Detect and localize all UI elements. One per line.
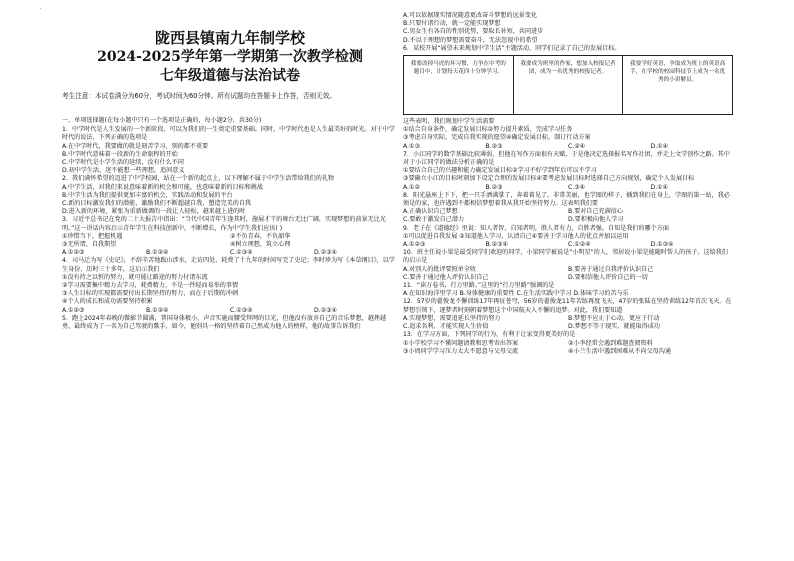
question-text: 4．司马迁为写《史记》，不辞辛苦地跋山涉水，走访四处，耗费了十九年的时间写完了史记；李时珍为写《本草纲目》，以学生身份，历时三十多年，这启示我们 <box>62 257 395 273</box>
option-a: A.可以依据现实情况随意更改奋斗梦想的远景变化 <box>403 12 537 19</box>
option-b: B.①②④ <box>146 249 169 257</box>
question-text: 1．中学时代是人生发展的一个新阶段，可以为我们的一生奠定重要基础。同时，中学时代也是人生最美好的时光。对于中学时代的说法，下列正确的选项是 <box>62 126 395 142</box>
option-b: B.要对自己充满信心 <box>568 208 623 216</box>
question-5-options <box>403 12 733 45</box>
sub-item: ③无所谓，自我期望 <box>62 241 117 249</box>
question-text: 9．老子在《道德经》里说：知人者智，自知者明，胜人者有力，自胜者强。自知是我们的哪个方面 <box>403 224 669 232</box>
sub-items <box>62 241 398 249</box>
option-c: C.②④ <box>568 142 586 150</box>
sub-item: ②不负青春，不负韶华 <box>230 232 291 240</box>
option-a: A.正确认识自己梦想 <box>403 208 458 216</box>
exam-note: 考生注意：本试卷满分为60分，考试时间为60分钟。所有试题均在答题卡上作答，否则无效。 <box>62 92 336 100</box>
sub-items <box>403 340 733 348</box>
right-column <box>403 12 733 356</box>
answer-options <box>403 143 733 151</box>
option-d: D.初中学生活，迷不能想一些理想，追问意义 <box>62 167 185 175</box>
option-b: B.要善于通过自我评价认识自己 <box>568 265 654 273</box>
sub-item: ④个人的成长和成功需要坚持积累 <box>62 298 153 306</box>
option-a: A.①② <box>403 183 420 191</box>
answer-options <box>403 266 733 274</box>
option-a: A.对别人的批评要照单全收 <box>403 265 477 273</box>
option-b: B.①②④ <box>146 306 169 314</box>
option-d: D.①④ <box>650 183 669 191</box>
option-d: D.不以于理想的梦想需要奋斗，无法忽视中的希望 <box>403 36 538 44</box>
question-text: 7．小江同学的数学基础比较薄弱，但他在写作方面很有天赋，于是他决定选择报名写作社团，并走上文学创作之路。其中对于小江同学的做法分析正确的是 <box>403 150 730 167</box>
answer-options: A.在知识海洋里学习 B.身体健康的重要性 C.在生活实践中学习 D.体味学习的苦与乐 <box>403 290 629 298</box>
question-text: 5．跑上2024年春晚的微影节圆满，普国身体极小，声音实施而腰受拜网的目光，但他没有放弃自己的音乐梦想，越挫越勇，最终成为了一名为自己驾驶的歌手，如今，他别具一格的坚持着自己然成为他人的榜样，他的故事告诉我们 <box>62 314 387 331</box>
sub-item: ②小李经常会遇到难题查阅资料 <box>568 339 653 347</box>
option-a: A.①③ <box>403 142 420 150</box>
option-c: C.①③④ <box>230 306 253 314</box>
question-7 <box>403 151 733 192</box>
option-a: A.中学生活，对我们来说意味着新的机会和可能，也意味着新的目标和挑战 <box>62 183 263 191</box>
section-heading: 一、单项选择题(在每小题中只有一个选项是正确的，每小题2分，共30分) <box>62 117 262 124</box>
sub-item: ③人生目标的实现都需要付出长期坚持的努力，而在于后期的冲刺 <box>62 290 239 298</box>
option-d: D.①④ <box>650 142 669 150</box>
option-a: A.①②③ <box>62 249 85 257</box>
question-4 <box>62 257 398 314</box>
page-mark: · <box>40 6 42 12</box>
school-title: 陇西县镇南九年制学校 <box>154 29 305 47</box>
question-text: 11．“读万卷书，行万里路。”这里的“行万里路”强调的是 <box>403 282 555 290</box>
option-b: B.梦想不应止于心动，更应于行动 <box>568 314 660 322</box>
question-10 <box>403 249 733 282</box>
goal-table <box>403 55 733 115</box>
sub-item: ③要确立小江的目标时刻加下设定合理的发展目标④要考虑发展目标时选择自己方向规划，确定个人发展目标 <box>403 175 695 183</box>
answer-options <box>62 307 398 315</box>
sub-item: ①没有持之以恒的努力，就可能让路途的努力付诸东流 <box>62 273 208 281</box>
sub-item: ①可以促进自我发展 ②知道他人学习，认清自己④要善于学习他人的优点并加以运用 <box>403 232 629 240</box>
option-c: C.要敢于激发自己潜力 <box>403 216 465 224</box>
question-12 <box>403 298 733 331</box>
question-text: 10．班主任说小梁是最受同学们欢迎的同学，小梁同学被说是“小明星”的人，邻居说小梁是能随时帮人的孩子。这给我们的启示是 <box>403 249 728 265</box>
option-b: B.只要付诸行动，就一定能实现梦想 <box>403 20 501 28</box>
question-11 <box>403 282 733 298</box>
option-a: A.①②③ <box>62 306 85 314</box>
option-d: D.进入新的环境，紧张为重新做调的一段让人轻松，越来越上进的时 <box>62 208 246 216</box>
sub-item: ③小周同学学习压力太大不愿意与父母交流 <box>403 347 519 355</box>
option-c: C.①③④ <box>230 249 253 257</box>
question-text: 12．57岁的翟俊龙不懈训练17年再征苍穹，56岁的翟俊龙11年苦练再度飞天，47岁的张陆在坚持训练12年首次飞天。在梦想引领下，逐梦者时刻朝着梦想这个中国航天人不懈的追梦。对此，我们要知道 <box>403 298 732 314</box>
sub-item: ①结合自身条件，确定发展目标②努力提升素质，完成学习任务 <box>403 126 573 134</box>
option-b: B.②③④ <box>485 241 509 249</box>
option-d: D.要相信他人评价自己的一切 <box>568 273 648 281</box>
goal-cell: 我要改掉马虎的坏习惯，力争在中考的题目中，计划每天花四十分钟学习。 <box>404 56 514 114</box>
answer-options <box>403 274 733 282</box>
goal-cell: 我要学好英语，争取成为班上的英语高手，在学校的校园科技节上成为一名优秀的小讲解员。 <box>630 61 726 84</box>
answer-options <box>403 216 733 224</box>
sub-item: ①小学校学习不懂问题请教和思考寄出答案 <box>403 339 519 347</box>
subject-title: 七年级道德与法治试卷 <box>160 68 300 84</box>
question-9 <box>403 225 733 250</box>
option-d: D.要积极向他人学习 <box>568 216 624 224</box>
option-a: A.①②③ <box>403 241 426 249</box>
sub-items <box>403 348 733 356</box>
exam-title: 2024-2025学年第一学期第一次教学检测 <box>97 49 363 65</box>
question-text: 6．某校开展“展望未来规划中学生活”主题活动，同学们记录了自己的发展目标。 <box>403 44 621 52</box>
option-c: C.③④ <box>568 183 586 191</box>
option-c: C.中学时代是小学生活的延续，没有什么不同 <box>62 159 184 167</box>
question-8 <box>403 192 733 225</box>
option-c: C.①②④ <box>568 241 591 249</box>
question-5 <box>62 315 398 331</box>
question-6 <box>403 45 733 151</box>
answer-options <box>403 184 733 192</box>
goal-cell: 我要成为班里的作家，想加入校报记者团，成为一名优秀的校报记者。 <box>514 56 624 114</box>
option-a: A.在中学时代，我要做的就是刻苦学习，别的都不重要 <box>62 142 209 150</box>
option-c: C.男女生有各自的性别优势，要取长补短、共同进步 <box>403 28 544 36</box>
option-b: B.②③ <box>485 183 503 191</box>
answer-options <box>403 315 733 323</box>
option-c: C.新的目标激发我们的潜能，激励我们不断超越自我，塑造完美的自我 <box>62 200 252 208</box>
question-text: 13．在学习方面，下列同学的行为，有利于让家变得更美好的是 <box>403 331 576 339</box>
option-d: D.梦想不等于现实，就能取得成功 <box>568 323 660 331</box>
option-b: B.中学生活为我们提供更加丰富的机会，实践活动和发展的平台 <box>62 191 233 199</box>
question-1 <box>62 126 398 175</box>
option-d: D.①③④ <box>650 241 674 249</box>
sub-item: ④小兰生活中遇到困难从不向父母沟通 <box>568 347 671 355</box>
question-prompt: 这些表明，我们规划中学生活需要 <box>403 118 495 126</box>
option-b: B.②③ <box>485 142 503 150</box>
sub-item: ②学习需要集中精力去学习，耗费精力，不是一件轻而易举的事情 <box>62 282 239 290</box>
left-column <box>62 12 398 331</box>
question-2 <box>62 175 398 216</box>
option-d: D.②③④ <box>314 249 338 257</box>
sub-item: ①要结合自己的兴趣和能力确定发展目标②学习不好学到年后可以不学习 <box>403 167 597 175</box>
sub-item: ③考虑自身实际，完成自我实现的愿望④确定发展目标，制订行动方案 <box>403 134 591 142</box>
option-d: D.②③④ <box>314 306 338 314</box>
option-b: B.中学时代意味着一段新的生命旅程的开始 <box>62 150 178 158</box>
sub-items <box>62 233 398 241</box>
sub-item: ①珍惜当下，把握机遇 <box>62 232 123 240</box>
option-c: C.追求名利，才能实现人生价值 <box>403 323 489 331</box>
sub-item: ④树立理想，筑立心理 <box>230 241 291 249</box>
question-13 <box>403 331 733 356</box>
question-3 <box>62 216 398 257</box>
question-text: 2．我们满怀希望的迈进了中学校园，站在一个新的起点上，以下理解不属于中学生活带给我们的礼物 <box>62 175 335 183</box>
question-text: 3．习近平总书记在党的二十大报告中指出：“当代中国青年生逢其时，施展才干的舞台无比广阔，实现梦想的前景无比光明。”这一讲话内容启示青年学生在科技创新中，不断增长，作为中学生我们应该( ) <box>62 216 386 232</box>
option-c: C.要善于通过他人评价认识自己 <box>403 273 489 281</box>
question-text: 8．阳光悬座上下下，把一只手洒满掌了，奔着着见了，非常美丽，也学图的样子，插到我们在身上，学图的第一站，我必须是的家，也许遇到不都相信梦想着我从我开始坚持努力。这表明我们要 <box>403 191 730 208</box>
option-a: A.实现梦想，需要追延长坚持的努力 <box>403 314 501 322</box>
